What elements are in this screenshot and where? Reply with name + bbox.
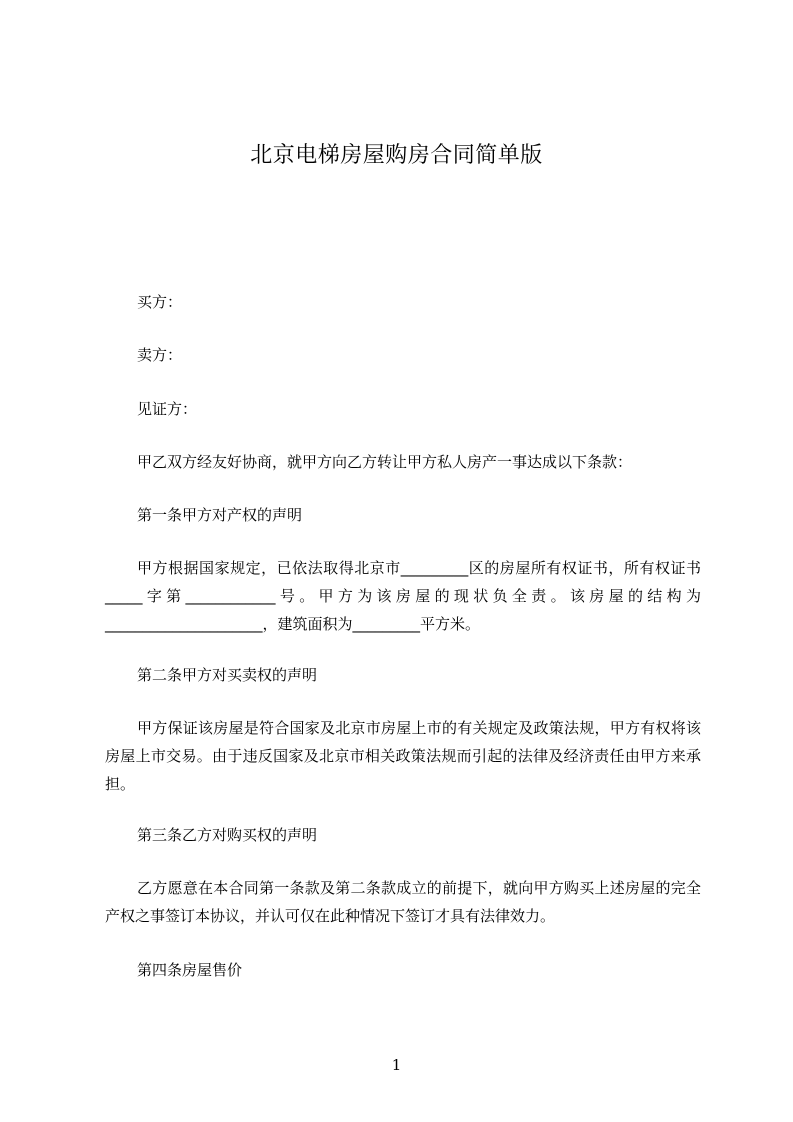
page-number: 1 bbox=[391, 1056, 402, 1074]
article-1-heading: 第一条甲方对产权的声明 bbox=[137, 506, 303, 524]
article-3-body: 乙方愿意在本合同第一条款及第二条款成立的前提下，就向甲方购买上述房屋的完全产权之事签订本协议，并认可仅在此种情况下签订才具有法律效力。 bbox=[105, 879, 701, 925]
article-1-body: 甲方根据国家规定，已依法取得北京市_________区的房屋所有权证书，所有权证书_____字第____________号。甲方为该房屋的现状负全责。该房屋的结构为_____________________，建筑面积为_________平方米。 bbox=[105, 559, 701, 633]
article-2-body: 甲方保证该房屋是符合国家及北京市房屋上市的有关规定及政策法规，甲方有权将该房屋上市交易。由于违反国家及北京市相关政策法规而引起的法律及经济责任由甲方来承担。 bbox=[105, 719, 701, 793]
article-4-heading: 第四条房屋售价 bbox=[137, 961, 243, 979]
seller-label: 卖方： bbox=[137, 346, 183, 364]
article-2-heading: 第二条甲方对买卖权的声明 bbox=[137, 666, 318, 684]
buyer-label: 买方： bbox=[137, 293, 183, 311]
document-title: 北京电梯房屋购房合同简单版 bbox=[250, 143, 543, 168]
intro-paragraph: 甲乙双方经友好协商，就甲方向乙方转让甲方私人房产一事达成以下条款： bbox=[137, 453, 633, 471]
article-3-heading: 第三条乙方对购买权的声明 bbox=[137, 826, 318, 844]
witness-label: 见证方： bbox=[137, 400, 198, 418]
